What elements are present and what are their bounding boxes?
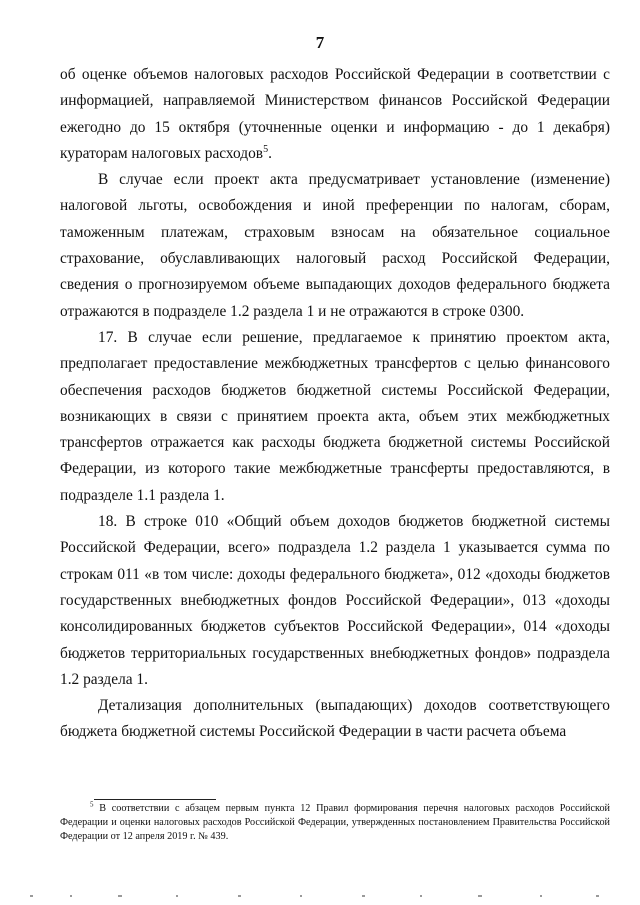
paragraph-tail: . (268, 144, 272, 162)
paragraph-continuation (60, 62, 610, 167)
footnote-divider (94, 799, 216, 800)
footnote (60, 802, 610, 844)
paragraph-text: об оценке объемов налоговых расходов Российской Федерации в соответствии с информацией, направляемой Министерством финансов Российской Федерации ежегодно до 15 октября (уточненные оценки и информацию - до 1 декабря) кураторам налоговых расходов (60, 66, 610, 162)
paragraph-item-17: 17. В случае если решение, предлагаемое к принятию проектом акта, предполагает предоставление межбюджетных трансфертов с целью финансового обеспечения расходов бюджетов бюджетной системы Российской Федерации, возникающих в связи с принятием проекта акта, объем этих межбюджетных трансфертов отражается как расходы бюджета бюджетной системы Российской Федерации, из которого такие межбюджетные трансферты предоставляются, в подразделе 1.1 раздела 1. (60, 328, 610, 504)
paragraph-tax-benefit: В случае если проект акта предусматривает установление (изменение) налоговой льготы, освобождения и иной преференции по налогам, сборам, таможенным платежам, страховым взносам на обязательное социальное страхование, обуславливающих налоговый расход Российской Федерации, сведения о прогнозируемом объеме выпадающих доходов федерального бюджета отражаются в подразделе 1.2 раздела 1 и не отражаются в строке 0300. (60, 171, 610, 320)
footnote-reference: 5 (263, 143, 269, 155)
page-number: 7 (315, 33, 325, 52)
body-text (60, 62, 610, 746)
footnote-marker: 5 (90, 800, 94, 809)
paragraph-item-18: 18. В строке 010 «Общий объем доходов бюджетов бюджетной системы Российской Федерации, всего» подраздела 1.2 раздела 1 указывается сумма по строкам 011 «в том числе: доходы федерального бюджета», 012 «доходы бюджетов государственных внебюджетных фондов Российской Федерации», 013 «доходы консолидированных бюджетов субъектов Российской Федерации», 014 «доходы бюджетов территориальных государственных внебюджетных фондов» подраздела 1.2 раздела 1. (60, 513, 610, 688)
scan-artifacts (0, 893, 640, 899)
footnote-text: В соответствии с абзацем первым пункта 12 Правил формирования перечня налоговых расходов Российской Федерации и оценки налоговых расходов Российской Федерации, утвержденных постановлением Правительства Российской Федерации от 12 апреля 2019 г. № 439. (60, 803, 610, 842)
paragraph-detalization: Детализация дополнительных (выпадающих) доходов соответствующего бюджета бюджетной системы Российской Федерации в части расчета объема (60, 697, 610, 741)
